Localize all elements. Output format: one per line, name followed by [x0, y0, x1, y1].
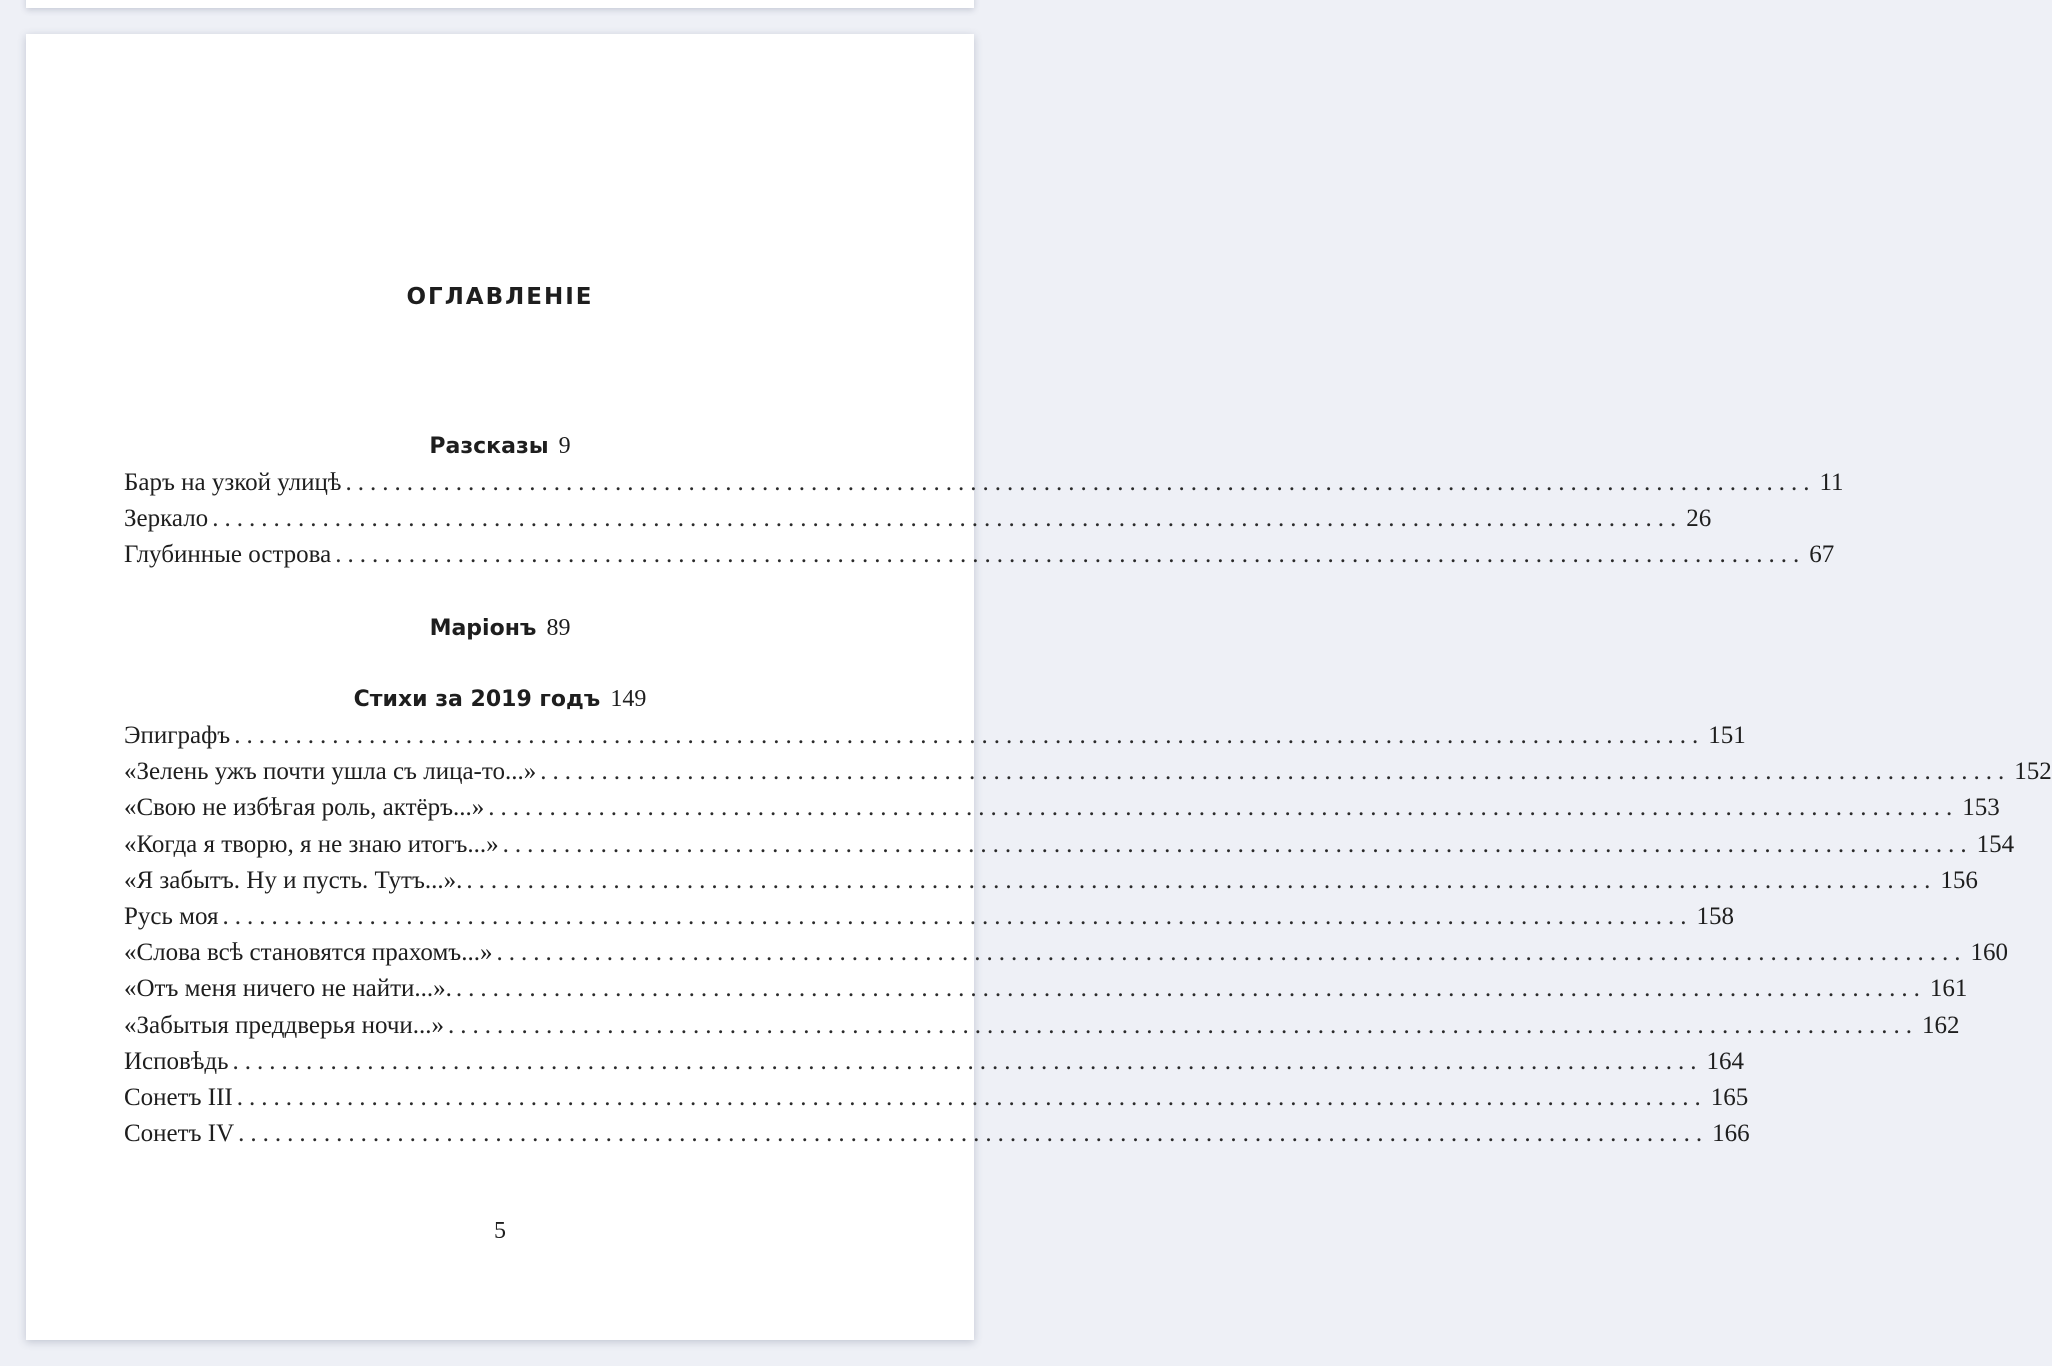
- section-heading-stories: [26, 430, 974, 462]
- toc-title: ОГЛАВЛЕНІЕ: [406, 284, 594, 310]
- section-name: Разсказы: [429, 434, 549, 459]
- section-page: 149: [610, 686, 647, 712]
- entry-page: 165: [1710, 1083, 1749, 1111]
- toc-entry[interactable]: [124, 718, 1746, 754]
- entry-title: Баръ на узкой улицѣ: [124, 469, 342, 496]
- leader-dots: ........................................................................................................................: [540, 758, 2011, 786]
- entry-page: 67: [1809, 541, 1835, 569]
- entry-page: 158: [1696, 902, 1734, 930]
- entry-page: 152: [2014, 758, 2052, 786]
- toc-entry[interactable]: [124, 1008, 1960, 1044]
- entry-title: Исповѣдь: [124, 1047, 229, 1075]
- entry-page: 162: [1922, 1011, 1960, 1039]
- entry-page: 160: [1970, 939, 2008, 967]
- entry-page: 11: [1819, 469, 1844, 496]
- entry-title: Глубинные острова: [124, 541, 332, 569]
- entry-title: Русь моя: [124, 902, 219, 930]
- entry-page: 156: [1940, 866, 1978, 894]
- entry-page: 161: [1929, 975, 1968, 1003]
- section-page: 9: [558, 433, 571, 459]
- section-heading-marion[interactable]: [26, 612, 974, 644]
- toc-entry[interactable]: [124, 465, 1844, 501]
- entry-title: «Слова всѣ становятся прахомъ...»: [124, 939, 493, 967]
- page-number: 5: [494, 1218, 506, 1244]
- entry-title: «Забытыя преддверья ночи...»: [124, 1011, 445, 1039]
- toc-entry[interactable]: [124, 501, 1712, 537]
- entry-title: «Отъ меня ничего не найти...».: [124, 975, 452, 1003]
- toc-entry[interactable]: [124, 754, 2052, 790]
- entry-page: 151: [1708, 722, 1746, 749]
- toc-entry[interactable]: [124, 537, 1835, 573]
- toc-entry[interactable]: [124, 1116, 1750, 1152]
- toc-entries-poems: [124, 718, 2052, 1152]
- leader-dots: ........................................................................................................................: [488, 794, 1959, 822]
- entry-title: «Когда я творю, я не знаю итогъ...»: [124, 830, 499, 858]
- entry-title: «Свою не избѣгая роль, актёръ...»: [124, 794, 485, 822]
- toc-entry[interactable]: [124, 1080, 1749, 1116]
- entry-title: «Зелень ужъ почти ушла съ лица-то...»: [124, 758, 537, 786]
- entry-title: Эпиграфъ: [124, 722, 231, 749]
- section-heading-poems: [26, 683, 974, 715]
- entry-page: 26: [1686, 505, 1712, 533]
- leader-dots: ........................................................................................................................: [222, 902, 1693, 930]
- leader-dots: ........................................................................................................................: [238, 1120, 1709, 1148]
- entry-title: Сонетъ IV: [124, 1120, 235, 1148]
- previous-page-edge: [26, 0, 974, 8]
- section-name: Маріонъ: [429, 616, 537, 641]
- entry-page: 153: [1962, 794, 2000, 822]
- book-page: [26, 34, 2052, 1340]
- toc-entry[interactable]: [124, 971, 1968, 1007]
- entry-title: Сонетъ III: [124, 1083, 233, 1111]
- leader-dots: ........................................................................................................................: [345, 469, 1816, 496]
- leader-dots: ........................................................................................................................: [335, 541, 1806, 569]
- leader-dots: ........................................................................................................................: [236, 1083, 1707, 1111]
- toc-entry[interactable]: [124, 899, 1734, 935]
- section-name: Стихи за 2019 годъ: [353, 687, 601, 712]
- entry-page: 166: [1712, 1120, 1750, 1148]
- leader-dots: ........................................................................................................................: [455, 975, 1926, 1003]
- toc-entry[interactable]: [124, 827, 2015, 863]
- leader-dots: ........................................................................................................................: [502, 830, 1973, 858]
- toc-entry[interactable]: [124, 1044, 1745, 1080]
- leader-dots: ........................................................................................................................: [466, 866, 1937, 894]
- entry-page: 164: [1706, 1047, 1745, 1075]
- leader-dots: ........................................................................................................................: [496, 939, 1967, 967]
- entry-title: Зеркало: [124, 505, 209, 533]
- leader-dots: ........................................................................................................................: [448, 1011, 1919, 1039]
- toc-entry[interactable]: [124, 935, 2008, 971]
- entry-title: «Я забытъ. Ну и пусть. Тутъ...».: [124, 866, 463, 894]
- toc-entry[interactable]: [124, 790, 2000, 826]
- toc-entry[interactable]: [124, 863, 1978, 899]
- section-page: 89: [546, 615, 571, 641]
- leader-dots: ........................................................................................................................: [234, 722, 1705, 749]
- toc-entries-stories: [124, 465, 1844, 574]
- leader-dots: ........................................................................................................................: [212, 505, 1683, 533]
- entry-page: 154: [1976, 830, 2015, 858]
- leader-dots: ........................................................................................................................: [232, 1047, 1703, 1075]
